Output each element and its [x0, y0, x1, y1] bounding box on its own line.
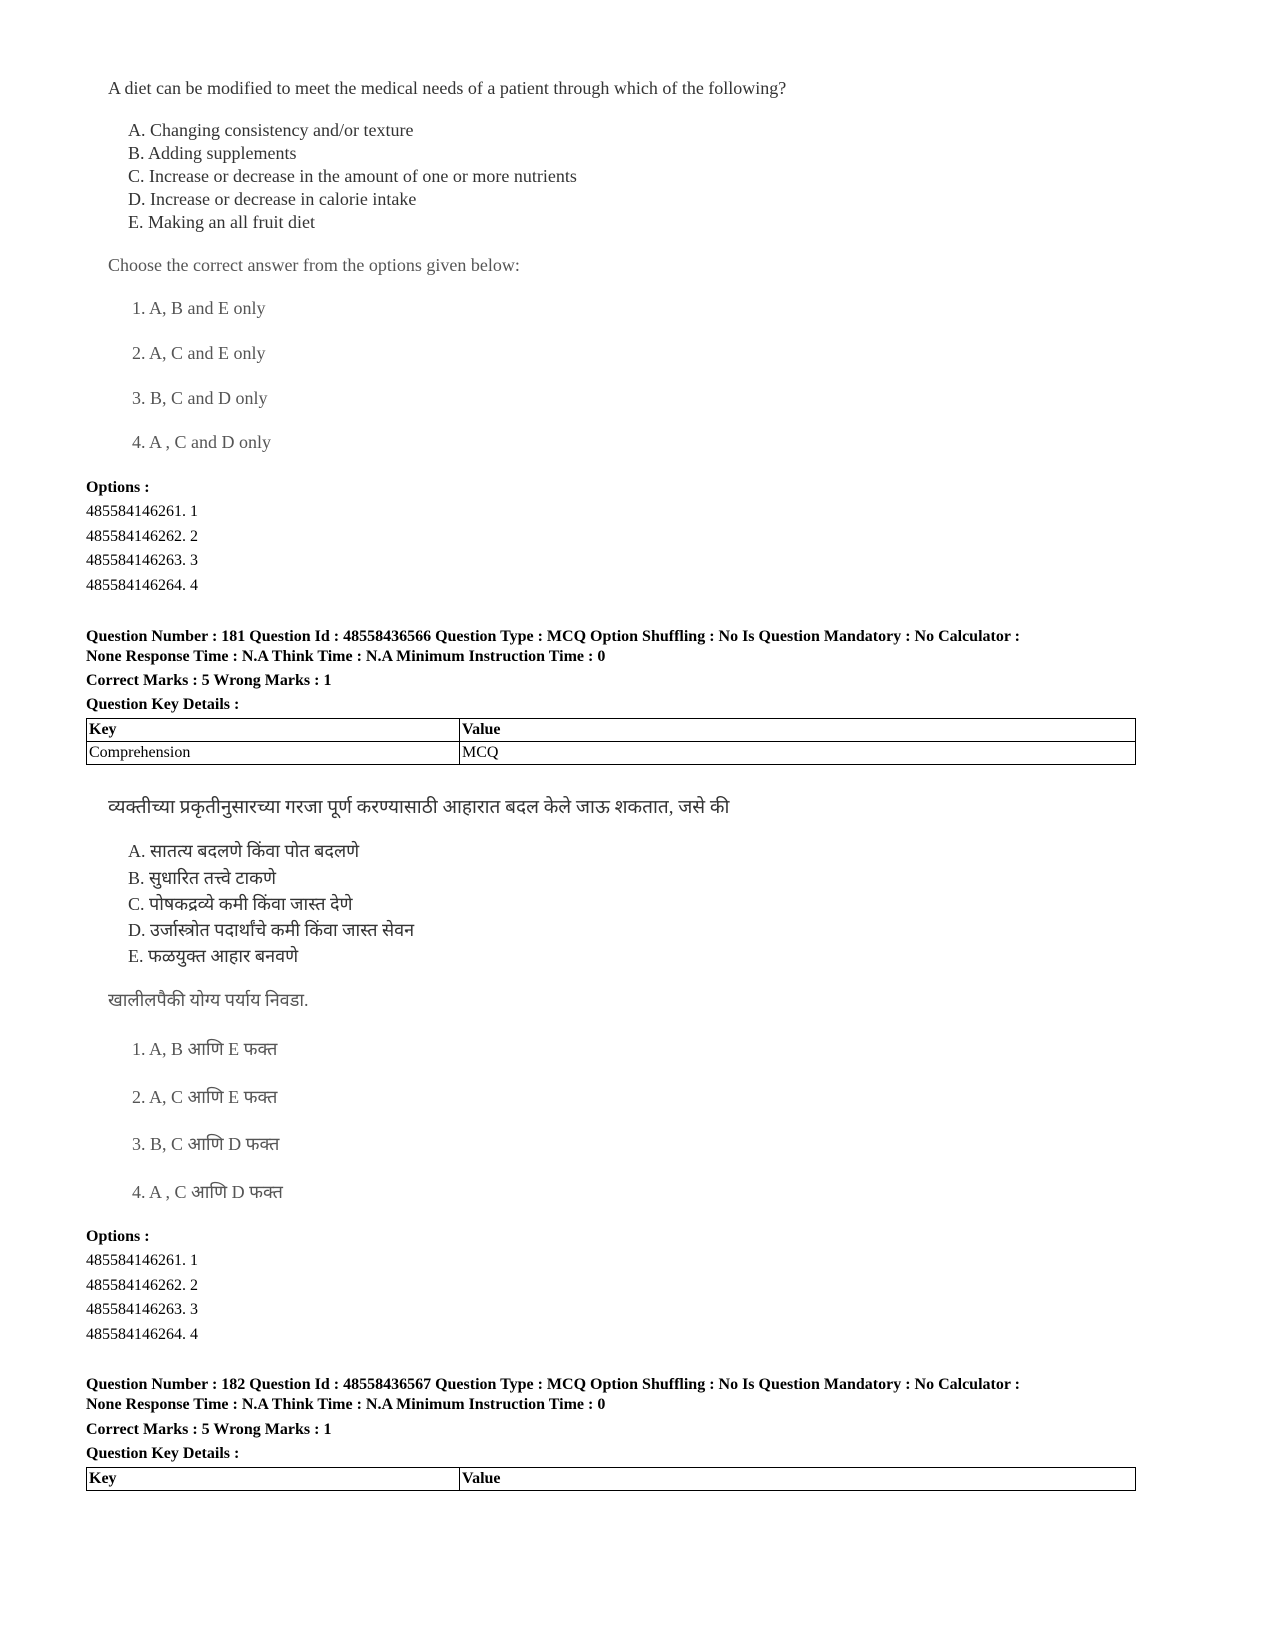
options-block	[86, 1225, 198, 1347]
question-meta-line2: None Response Time : N.A Think Time : N.A Minimum Instruction Time : 0	[86, 1396, 606, 1413]
choice-2: 2. A, C आणि E फक्त	[132, 1087, 278, 1107]
table-header-key: Key	[87, 719, 460, 742]
choice-3: 3. B, C आणि D फक्त	[132, 1134, 280, 1154]
instruction-text: Choose the correct answer from the options given below:	[108, 255, 520, 275]
choice-4: 4. A , C आणि D फक्त	[132, 1182, 283, 1202]
question-meta-line1: Question Number : 182 Question Id : 48558436567 Question Type : MCQ Option Shuffling : No Is Question Mandatory : No Calculator :	[86, 1376, 1020, 1393]
table-cell-value: MCQ	[460, 742, 1136, 765]
question-meta-line2: None Response Time : N.A Think Time : N.A Minimum Instruction Time : 0	[86, 648, 606, 665]
key-value-table	[86, 718, 1136, 765]
statement-a: A. Changing consistency and/or texture	[128, 120, 414, 140]
table-cell-key: Comprehension	[87, 742, 460, 765]
statement-b: B. Adding supplements	[128, 143, 297, 163]
key-details-label: Question Key Details :	[86, 1445, 240, 1462]
statement-c: C. Increase or decrease in the amount of one or more nutrients	[128, 166, 577, 186]
option-item: 485584146261. 1	[86, 503, 198, 520]
option-item: 485584146263. 3	[86, 1301, 198, 1318]
statement-d: D. Increase or decrease in calorie intake	[128, 189, 417, 209]
option-item: 485584146262. 2	[86, 527, 198, 545]
choice-1: 1. A, B and E only	[132, 298, 266, 318]
key-value-table	[86, 1467, 1136, 1491]
table-header-row	[87, 719, 1136, 742]
option-item: 485584146263. 3	[86, 552, 198, 569]
option-item: 485584146264. 4	[86, 1325, 198, 1343]
statement-b: B. सुधारित तत्त्वे टाकणे	[128, 868, 276, 888]
table-header-value: Value	[460, 1468, 1136, 1491]
question-meta-line1: Question Number : 181 Question Id : 48558436566 Question Type : MCQ Option Shuffling : No Is Question Mandatory : No Calculator :	[86, 628, 1020, 645]
statement-e: E. Making an all fruit diet	[128, 212, 315, 232]
statement-c: C. पोषकद्रव्ये कमी किंवा जास्त देणे	[128, 894, 353, 914]
option-item: 485584146261. 1	[86, 1252, 198, 1269]
choice-2: 2. A, C and E only	[132, 343, 266, 363]
instruction-text: खालीलपैकी योग्य पर्याय निवडा.	[108, 990, 309, 1010]
table-header-row	[87, 1468, 1136, 1491]
choice-4: 4. A , C and D only	[132, 432, 272, 452]
choice-3: 3. B, C and D only	[132, 388, 268, 408]
options-block	[86, 476, 198, 598]
question-meta	[86, 627, 1146, 667]
marks-line: Correct Marks : 5 Wrong Marks : 1	[86, 672, 332, 689]
option-item: 485584146264. 4	[86, 576, 198, 594]
table-header-key: Key	[87, 1468, 460, 1491]
choice-1: 1. A, B आणि E फक्त	[132, 1039, 278, 1059]
options-label: Options :	[86, 479, 150, 496]
statement-e: E. फळयुक्त आहार बनवणे	[128, 946, 299, 966]
statement-a: A. सातत्य बदलणे किंवा पोत बदलणे	[128, 841, 360, 861]
question-text: A diet can be modified to meet the medical needs of a patient through which of the following?	[108, 78, 787, 98]
key-details-label: Question Key Details :	[86, 696, 240, 713]
question-text: व्यक्तीच्या प्रकृतीनुसारच्या गरजा पूर्ण करण्यासाठी आहारात बदल केले जाऊ शकतात, जसे की	[108, 797, 730, 818]
options-label: Options :	[86, 1228, 150, 1245]
marks-line: Correct Marks : 5 Wrong Marks : 1	[86, 1421, 332, 1438]
table-header-value: Value	[460, 719, 1136, 742]
question-meta	[86, 1375, 1146, 1415]
option-item: 485584146262. 2	[86, 1276, 198, 1294]
table-row	[87, 742, 1136, 765]
statement-d: D. उर्जास्त्रोत पदार्थांचे कमी किंवा जास्त सेवन	[128, 920, 415, 940]
